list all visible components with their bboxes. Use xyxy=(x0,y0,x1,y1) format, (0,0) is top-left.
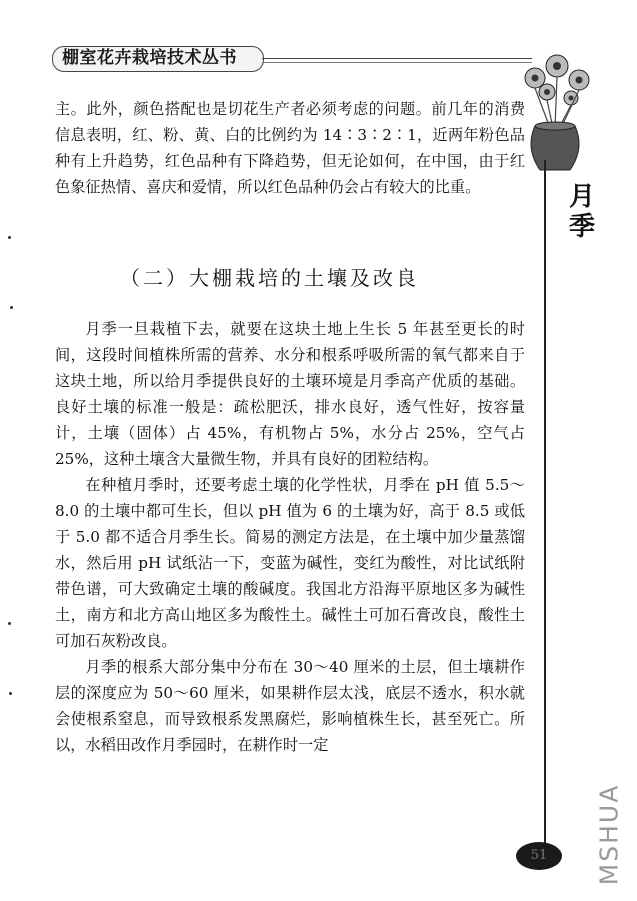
page-number: 51 xyxy=(516,842,562,870)
side-rule xyxy=(544,160,546,860)
scan-speck xyxy=(9,692,12,695)
scan-speck xyxy=(10,306,13,309)
scan-speck xyxy=(8,622,11,625)
body-paragraph-block-2 xyxy=(55,316,525,758)
scan-speck xyxy=(8,236,11,239)
paragraph-soil-environment: 月季一旦栽植下去，就要在这块土地上生长 5 年甚至更长的时间，这段时间植株所需的营养、水分和根系呼吸所需的氧气都来自于这块土地，所以给月季提供良好的土壤环境是月季高产优质的基础。良好土壤的标准一般是：疏松肥沃，排水良好，透气性好，按容量计，土壤（固体）占 45%，有机物占 5%，水分占 25%，空气占 25%，这种土壤含大量微生物，并具有良好的团粒结构。 xyxy=(55,320,525,468)
section-heading: （二）大棚栽培的土壤及改良 xyxy=(120,266,419,290)
paragraph-continuation: 主。此外，颜色搭配也是切花生产者必须考虑的问题。前几年的消费信息表明，红、粉、黄、白的比例约为 14∶3∶2∶1，近两年粉色品种有上升趋势，红色品种有下降趋势，但无论如何，在中国，由于红色象征热情、喜庆和爱情，所以红色品种仍会占有较大的比重。 xyxy=(55,100,525,196)
header-rule-secondary xyxy=(262,62,532,63)
series-title: 棚室花卉栽培技术丛书 xyxy=(62,48,237,68)
watermark xyxy=(588,780,628,890)
paragraph-root-depth: 月季的根系大部分集中分布在 30～40 厘米的土层，但土壤耕作层的深度应为 50～60 厘米，如果耕作层太浅，底层不透水，积水就会使根系窒息，而导致根系发黑腐烂，影响植株生长，甚至死亡。所以，水稻田改作月季园时，在耕作时一定 xyxy=(55,658,525,754)
side-chapter-title: 月季 xyxy=(568,182,595,242)
header-rule xyxy=(262,58,532,59)
watermark-text: MSHUA xyxy=(594,783,624,886)
paragraph-soil-chemistry: 在种植月季时，还要考虑土壤的化学性状，月季在 pH 值 5.5～8.0 的土壤中都可生长，但以 pH 值为 6 的土壤为好，高于 8.5 或低于 5.0 都不适合月季生长。简易的测定方法是，在土壤中加少量蒸馏水，然后用 pH 试纸沾一下，变蓝为碱性，变红为酸性，对比试纸附带色谱，可大致确定土壤的酸碱度。我国北方沿海平原地区多为碱性土，南方和北方高山地区多为酸性土。碱性土可加石膏改良，酸性土可加石灰粉改良。 xyxy=(55,476,525,650)
body-paragraph-block-1 xyxy=(55,96,525,200)
